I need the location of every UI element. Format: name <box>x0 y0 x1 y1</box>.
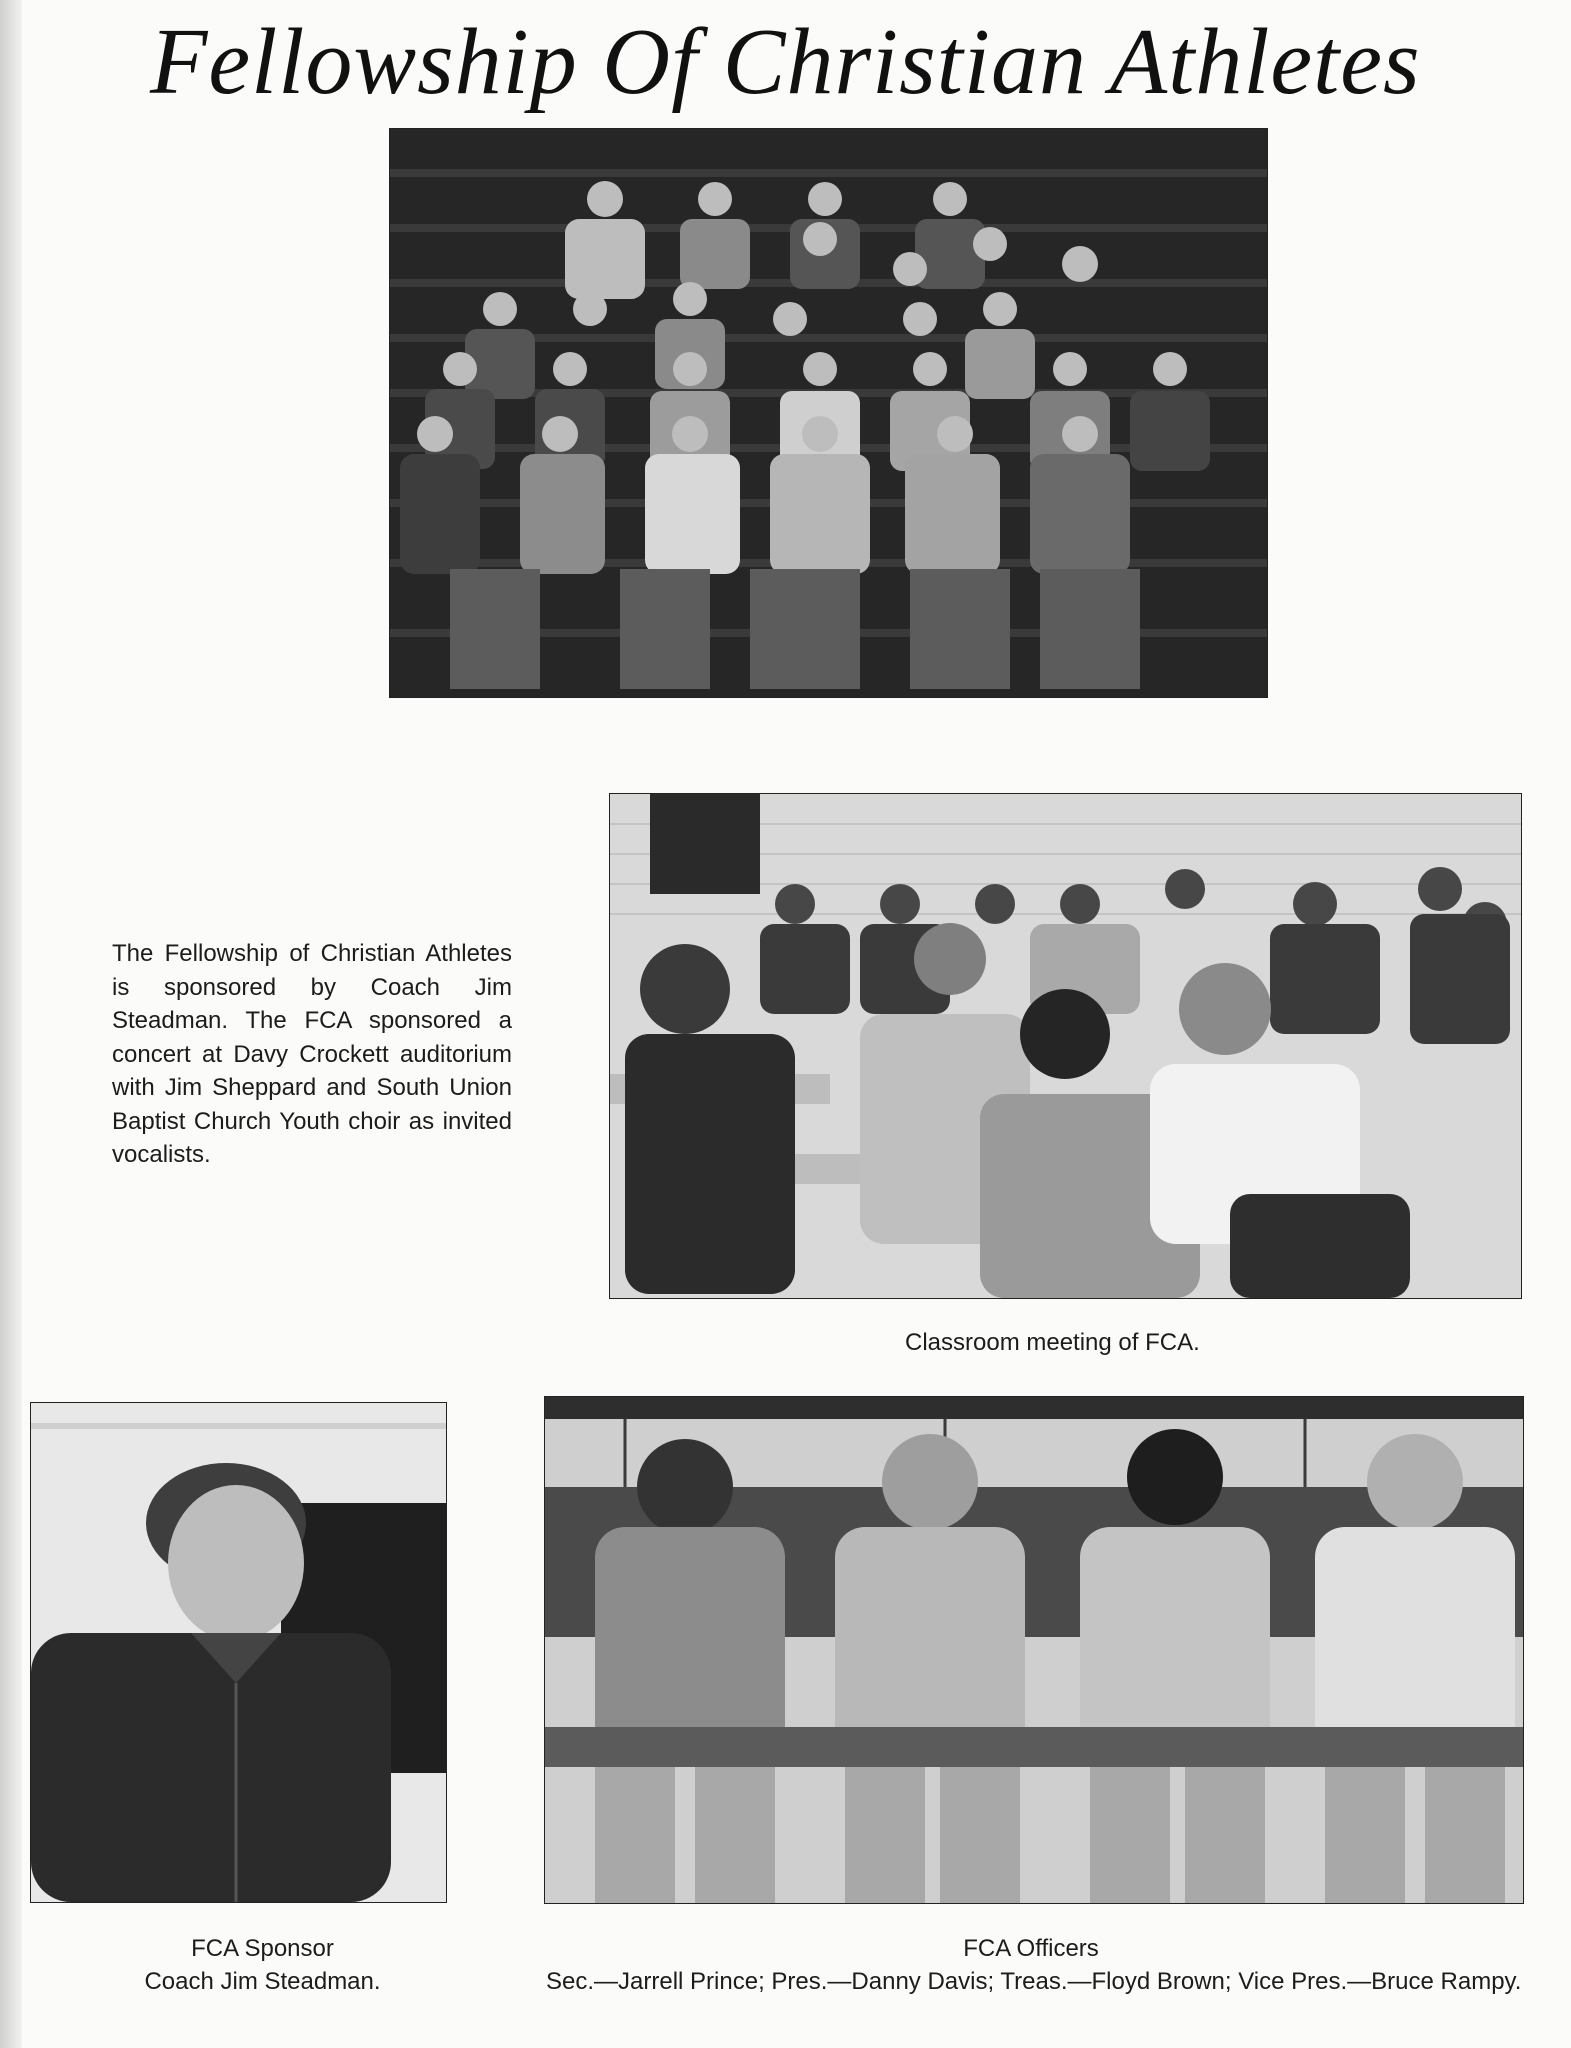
sponsor-caption <box>30 1932 495 1998</box>
officers-caption-title: FCA Officers <box>963 1935 1099 1962</box>
officers-caption-names: Sec.—Jarrell Prince; Pres.—Danny Davis; Treas.—Floyd Brown; Vice Pres.—Bruce Rampy. <box>546 1968 1522 1995</box>
officers-photo <box>544 1396 1524 1904</box>
group-photo-image <box>390 129 1267 697</box>
sponsor-photo <box>30 1402 447 1903</box>
officers-caption <box>546 1932 1546 1998</box>
article-body-text: The Fellowship of Christian Athletes is sponsored by Coach Jim Steadman. The FCA sponsored a concert at Davy Crockett auditorium with Jim Sheppard and South Union Baptist Church Youth choir as invited vocalists. <box>112 940 512 1168</box>
sponsor-caption-title: FCA Sponsor <box>191 1935 334 1962</box>
page-title: Fellowship Of Christian Athletes <box>150 10 1421 114</box>
sponsor-caption-name: Coach Jim Steadman. <box>144 1968 381 1995</box>
classroom-photo-image <box>610 794 1521 1298</box>
sponsor-photo-image <box>31 1403 446 1902</box>
classroom-photo-caption: Classroom meeting of FCA. <box>905 1329 1200 1356</box>
officers-photo-image <box>545 1397 1523 1903</box>
page-binding-shadow <box>0 0 22 2048</box>
group-photo <box>389 128 1268 698</box>
classroom-photo <box>609 793 1522 1299</box>
